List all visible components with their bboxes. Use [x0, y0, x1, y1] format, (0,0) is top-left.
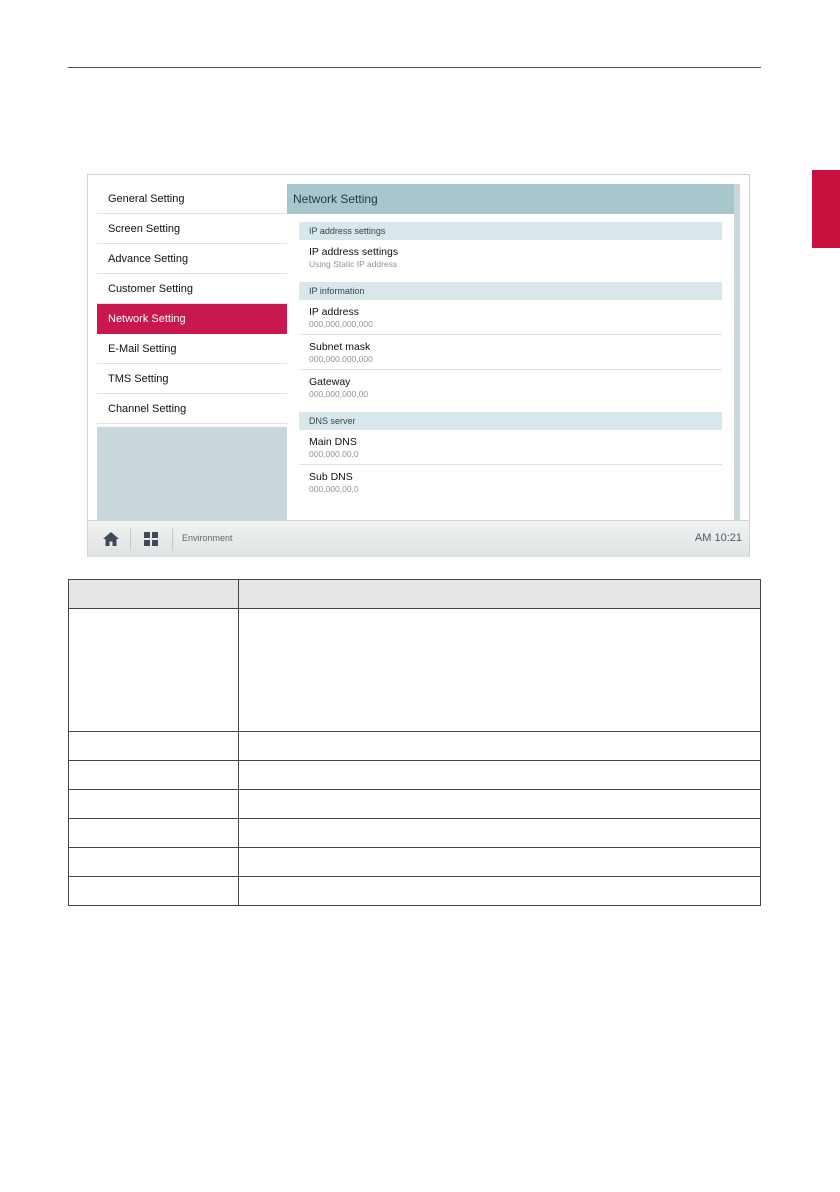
table-row: [69, 790, 761, 819]
table-cell: [239, 732, 761, 761]
panel-title: Network Setting: [287, 184, 734, 214]
table-row: [69, 877, 761, 906]
description-table: [68, 579, 761, 906]
menu-item-screen-setting[interactable]: Screen Setting: [97, 214, 287, 244]
table-cell: [239, 609, 761, 732]
table-header-cell: [239, 580, 761, 609]
table-cell: [69, 819, 239, 848]
table-row: [69, 819, 761, 848]
menu-item-customer-setting[interactable]: Customer Setting: [97, 274, 287, 304]
settings-menu: [97, 184, 287, 427]
section-dns-server: DNS server: [299, 412, 722, 430]
table-cell: [239, 819, 761, 848]
table-row: [69, 761, 761, 790]
taskbar-separator: [172, 528, 173, 550]
row-sub-dns[interactable]: [299, 465, 722, 499]
menu-item-advance-setting[interactable]: Advance Setting: [97, 244, 287, 274]
row-ip-address[interactable]: [299, 300, 722, 335]
section-ip-address-settings: IP address settings: [299, 222, 722, 240]
row-value: 000,000,000,000: [309, 354, 373, 364]
table-cell: [239, 790, 761, 819]
row-ip-address-settings[interactable]: [299, 240, 722, 274]
table-header-cell: [69, 580, 239, 609]
table-cell: [69, 877, 239, 906]
row-title: Sub DNS: [309, 471, 353, 483]
row-main-dns[interactable]: [299, 430, 722, 465]
row-title: Subnet mask: [309, 341, 371, 353]
row-value: Using Static IP address: [309, 259, 398, 269]
taskbar-separator: [130, 528, 131, 550]
menu-item-channel-setting[interactable]: Channel Setting: [97, 394, 287, 424]
clock: AM 10:21: [694, 532, 742, 544]
table-cell: [69, 848, 239, 877]
table-cell: [69, 790, 239, 819]
table-cell: [239, 877, 761, 906]
menu-item-general-setting[interactable]: General Setting: [97, 184, 287, 214]
table-row: [69, 609, 761, 732]
table-cell: [239, 848, 761, 877]
table-header-row: [69, 580, 761, 609]
section-ip-information: IP information: [299, 282, 722, 300]
top-rule: [68, 67, 761, 68]
menu-item-tms-setting[interactable]: TMS Setting: [97, 364, 287, 394]
row-gateway[interactable]: [299, 370, 722, 404]
table-cell: [69, 609, 239, 732]
row-title: IP address: [309, 306, 360, 318]
row-value: 000,000,000,000: [309, 319, 373, 329]
row-value: 000,000,000,00: [309, 389, 369, 399]
row-title: IP address settings: [309, 246, 399, 258]
menu-item-network-setting[interactable]: Network Setting: [97, 304, 287, 334]
table-cell: [69, 732, 239, 761]
taskbar: [88, 520, 749, 557]
table-cell: [69, 761, 239, 790]
row-value: 000,000,00,0: [309, 484, 359, 494]
table-row: [69, 732, 761, 761]
home-icon[interactable]: [102, 530, 120, 548]
table-row: [69, 848, 761, 877]
network-setting-panel: [287, 184, 734, 520]
table-cell: [239, 761, 761, 790]
row-title: Gateway: [309, 376, 351, 388]
device-screenshot: [87, 174, 750, 557]
menu-item-email-setting[interactable]: E-Mail Setting: [97, 334, 287, 364]
row-title: Main DNS: [309, 436, 357, 448]
row-subnet-mask[interactable]: [299, 335, 722, 370]
screen-content: [97, 184, 740, 520]
grid-icon[interactable]: [144, 532, 158, 546]
row-value: 000,000,00,0: [309, 449, 359, 459]
chapter-tab: [812, 170, 840, 248]
breadcrumb[interactable]: Environment: [182, 533, 233, 543]
